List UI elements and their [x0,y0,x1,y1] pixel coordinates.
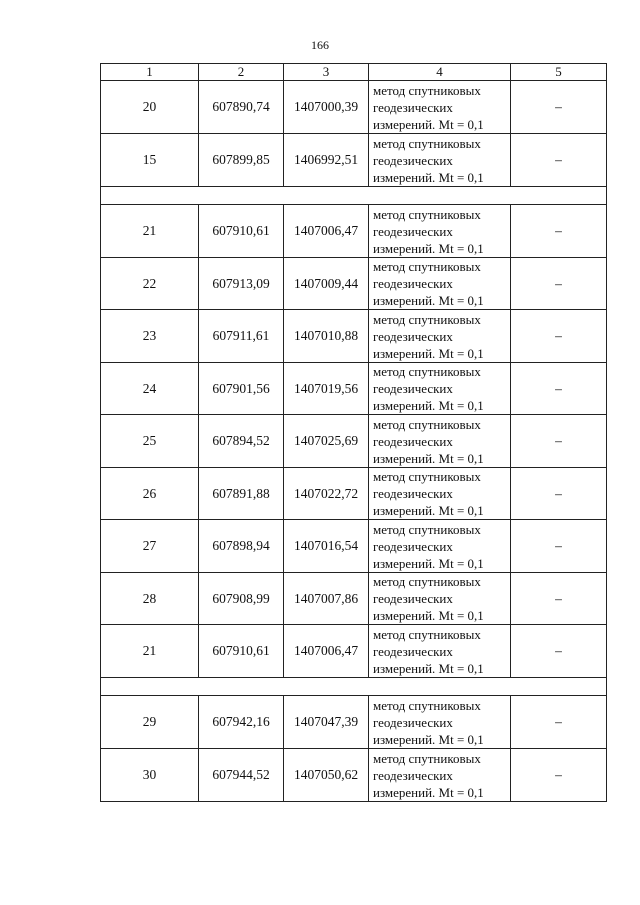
point-number-cell: 27 [101,520,199,573]
method-line: геодезических [373,99,453,115]
y-coordinate-cell: 1407006,47 [284,205,369,258]
method-cell [369,310,511,363]
note-dash: – [555,433,562,448]
method-line: геодезических [373,486,453,501]
note-dash: – [555,328,562,343]
note-cell [511,520,607,573]
method-line: измерений. Mt = 0,1 [373,503,484,518]
x-coordinate-cell: 607913,09 [199,258,284,310]
point-number-cell: 25 [101,415,199,468]
x-coordinate-cell: 607901,56 [199,363,284,415]
note-cell [511,696,607,749]
table-row [101,468,607,520]
method-line: геодезических [373,433,453,449]
method-line: измерений. Mt = 0,1 [373,731,484,747]
x-coordinate-cell: 607910,61 [199,205,284,258]
x-coordinate-cell: 607908,99 [199,573,284,625]
point-number-cell: 24 [101,363,199,415]
method-cell [369,415,511,468]
header-cell-2: 2 [199,64,284,81]
method-cell [369,134,511,187]
note-dash: – [555,275,562,291]
table-header-row [101,64,607,81]
method-cell [369,749,511,802]
y-coordinate-cell: 1407007,86 [284,573,369,625]
method-line: геодезических [373,276,453,291]
table-row [101,520,607,573]
note-dash: – [555,714,562,729]
table-row [101,258,607,310]
y-coordinate-cell: 1406992,51 [284,134,369,187]
point-number-cell: 30 [101,749,199,802]
note-cell [511,310,607,363]
point-number-cell: 20 [101,81,199,134]
x-coordinate-cell: 607891,88 [199,468,284,520]
note-dash: – [555,538,562,553]
table-row [101,310,607,363]
y-coordinate-cell: 1407022,72 [284,468,369,520]
table-row [101,573,607,625]
x-coordinate-cell: 607911,61 [199,310,284,363]
note-dash: – [555,767,562,782]
method-cell [369,625,511,678]
page-number: 166 [311,38,329,52]
point-number-cell: 21 [101,205,199,258]
point-number-cell: 23 [101,310,199,363]
method-line: геодезических [373,381,453,396]
method-cell [369,258,511,310]
note-cell [511,81,607,134]
method-line: геодезических [373,223,453,239]
method-line: измерений. Mt = 0,1 [373,660,484,676]
method-line: геодезических [373,714,453,730]
method-line: измерений. Mt = 0,1 [373,784,484,800]
point-number-cell: 22 [101,258,199,310]
table-body [101,64,607,802]
method-line: измерений. Mt = 0,1 [373,555,484,571]
method-line: измерений. Mt = 0,1 [373,169,484,185]
table-row [101,134,607,187]
header-cell-4: 4 [369,64,511,81]
y-coordinate-cell: 1407025,69 [284,415,369,468]
note-dash: – [555,223,562,238]
method-line: геодезических [373,767,453,783]
group-separator-cell [101,187,607,205]
note-dash: – [555,380,562,396]
x-coordinate-cell: 607894,52 [199,415,284,468]
table-row [101,81,607,134]
method-line: метод спутниковых [373,574,481,589]
method-line: измерений. Mt = 0,1 [373,116,484,132]
method-line: измерений. Mt = 0,1 [373,398,484,413]
method-line: метод спутниковых [373,697,481,713]
method-line: метод спутниковых [373,135,481,151]
method-cell [369,205,511,258]
method-line: геодезических [373,328,453,344]
coordinates-table [100,63,607,802]
x-coordinate-cell: 607899,85 [199,134,284,187]
point-number-cell: 28 [101,573,199,625]
note-cell [511,258,607,310]
x-coordinate-cell: 607910,61 [199,625,284,678]
x-coordinate-cell: 607890,74 [199,81,284,134]
method-cell [369,573,511,625]
note-cell [511,468,607,520]
header-cell-5: 5 [511,64,607,81]
x-coordinate-cell: 607898,94 [199,520,284,573]
method-line: метод спутниковых [373,750,481,766]
y-coordinate-cell: 1407010,88 [284,310,369,363]
method-cell [369,468,511,520]
method-cell [369,81,511,134]
point-number-cell: 21 [101,625,199,678]
y-coordinate-cell: 1407000,39 [284,81,369,134]
method-line: геодезических [373,152,453,168]
method-line: метод спутниковых [373,311,481,327]
y-coordinate-cell: 1407006,47 [284,625,369,678]
note-dash: – [555,643,562,658]
table-row [101,749,607,802]
method-line: геодезических [373,643,453,659]
note-cell [511,363,607,415]
method-cell [369,520,511,573]
point-number-cell: 29 [101,696,199,749]
method-line: геодезических [373,591,453,606]
group-separator-cell [101,678,607,696]
header-cell-1: 1 [101,64,199,81]
method-cell [369,363,511,415]
method-line: метод спутниковых [373,521,481,537]
note-dash: – [555,590,562,606]
method-line: измерений. Mt = 0,1 [373,608,484,623]
note-cell [511,749,607,802]
point-number-cell: 15 [101,134,199,187]
method-line: метод спутниковых [373,416,481,432]
y-coordinate-cell: 1407050,62 [284,749,369,802]
point-number-cell: 26 [101,468,199,520]
method-line: метод спутниковых [373,626,481,642]
x-coordinate-cell: 607944,52 [199,749,284,802]
note-dash: – [555,485,562,501]
y-coordinate-cell: 1407019,56 [284,363,369,415]
method-line: измерений. Mt = 0,1 [373,450,484,466]
note-cell [511,205,607,258]
table-row [101,625,607,678]
table-row [101,363,607,415]
method-line: метод спутниковых [373,259,481,274]
table-row [101,696,607,749]
note-cell [511,415,607,468]
note-cell [511,134,607,187]
note-cell [511,625,607,678]
method-cell [369,696,511,749]
method-line: измерений. Mt = 0,1 [373,345,484,361]
method-line: метод спутниковых [373,364,481,379]
y-coordinate-cell: 1407047,39 [284,696,369,749]
group-separator-row [101,187,607,205]
method-line: метод спутниковых [373,82,481,98]
note-cell [511,573,607,625]
method-line: геодезических [373,538,453,554]
method-line: измерений. Mt = 0,1 [373,293,484,308]
note-dash: – [555,152,562,167]
y-coordinate-cell: 1407009,44 [284,258,369,310]
table-row [101,415,607,468]
method-line: метод спутниковых [373,469,481,484]
method-line: метод спутниковых [373,206,481,222]
table-row [101,205,607,258]
y-coordinate-cell: 1407016,54 [284,520,369,573]
header-cell-3: 3 [284,64,369,81]
note-dash: – [555,99,562,114]
group-separator-row [101,678,607,696]
x-coordinate-cell: 607942,16 [199,696,284,749]
method-line: измерений. Mt = 0,1 [373,240,484,256]
